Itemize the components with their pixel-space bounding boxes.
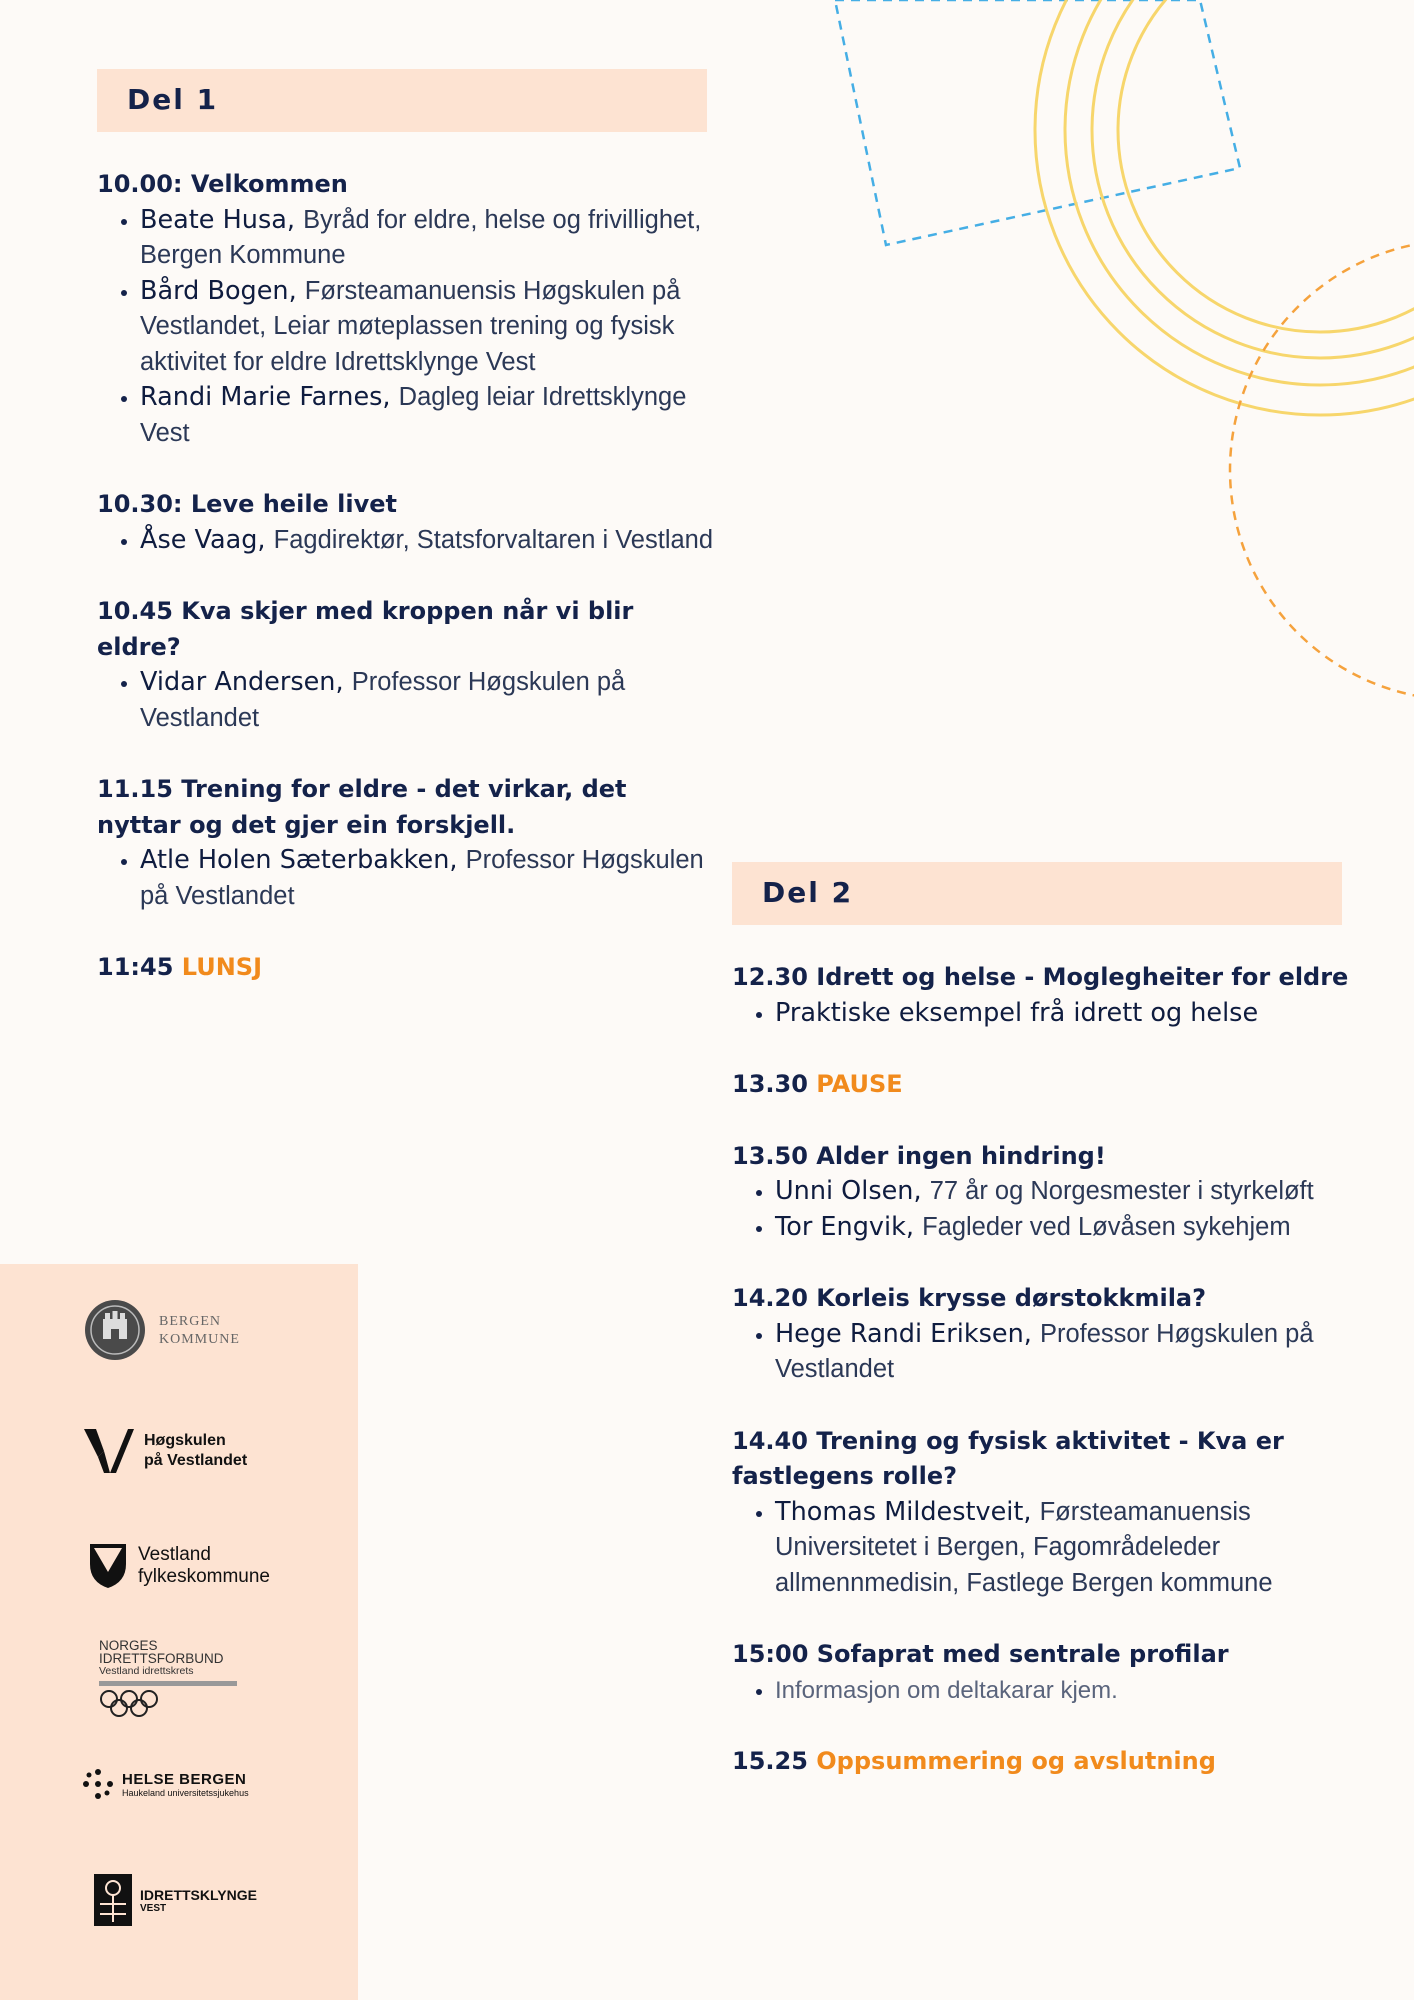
- agenda-item: [732, 1281, 1362, 1388]
- speaker-list: [732, 1317, 1362, 1388]
- klynge-mark-icon: [94, 1874, 132, 1926]
- speaker: • Atle Holen Sæterbakken, Professor Høgskulen på Vestlandet: [140, 843, 717, 914]
- logo-text: Vestland idrettskrets: [99, 1665, 194, 1677]
- speaker: • Åse Vaag, Fagdirektør, Statsforvaltaren i Vestland: [140, 523, 717, 559]
- logo-text: Vestland: [138, 1544, 211, 1565]
- logo-text: IDRETTSKLYNGE: [140, 1887, 257, 1903]
- agenda-heading: 11.15 Trening for eldre - det virkar, det nyttar og det gjer ein forskjell.: [97, 775, 627, 839]
- city-seal-icon: [84, 1299, 146, 1361]
- agenda-item: [97, 487, 717, 558]
- agenda-heading: 10.30: Leve heile livet: [97, 490, 398, 518]
- logo-text: fylkeskommune: [138, 1566, 270, 1587]
- helse-bergen-logo: [82, 1768, 322, 1804]
- agenda-item-closing: [732, 1744, 1362, 1780]
- logo-text: KOMMUNE: [159, 1332, 240, 1347]
- speaker: • Randi Marie Farnes, Dagleg leiar Idrettsklynge Vest: [140, 380, 717, 451]
- part1-header: [97, 69, 707, 132]
- info-note: • Informasjon om deltakarar kjem.: [775, 1673, 1362, 1709]
- agenda-item: [732, 1637, 1362, 1708]
- v-mark-icon: [84, 1427, 134, 1473]
- agenda-heading: 10.45 Kva skjer med kroppen når vi blir eldre?: [97, 597, 634, 661]
- agenda-heading: 12.30 Idrett og helse - Moglegheiter for eldre: [732, 963, 1349, 991]
- agenda-item-pause: [732, 1067, 1362, 1103]
- speaker-list: [732, 996, 1362, 1032]
- agenda-heading: 11:45 LUNSJ: [97, 953, 262, 981]
- dashed-frame-shape: [835, 0, 1240, 245]
- agenda-heading: 14.20 Korleis krysse dørstokkmila?: [732, 1284, 1207, 1312]
- dashed-orange-circle: [1230, 240, 1414, 700]
- part2-header: [732, 862, 1342, 925]
- agenda-item: [732, 1139, 1362, 1246]
- logo-text: Høgskulen: [144, 1432, 226, 1449]
- agenda-item: [732, 1424, 1362, 1602]
- logo-divider: [99, 1681, 237, 1686]
- agenda-heading: 14.40 Trening og fysisk aktivitet - Kva er fastlegens rolle?: [732, 1426, 1284, 1490]
- speaker-list: [732, 1495, 1362, 1602]
- idrettsklynge-vest-logo: [94, 1874, 334, 1928]
- agenda-item: [97, 594, 717, 736]
- agenda-heading: 13.50 Alder ingen hindring!: [732, 1141, 1106, 1170]
- agenda-item: [732, 960, 1362, 1031]
- speaker-list: [97, 843, 717, 914]
- olympic-rings-icon: [99, 1689, 161, 1719]
- logo-text: NORGES: [99, 1638, 158, 1653]
- part2-agenda: [732, 960, 1362, 1816]
- idrettsforbund-logo: [99, 1639, 259, 1719]
- sponsor-panel: [0, 1264, 358, 2000]
- speaker-list: [97, 203, 717, 452]
- shield-icon: [88, 1542, 128, 1590]
- logo-text: på Vestlandet: [144, 1452, 248, 1469]
- speaker: • Tor Engvik, Fagleder ved Løvåsen sykehjem: [775, 1210, 1362, 1246]
- logo-text: BERGEN: [159, 1314, 221, 1329]
- agenda-item-lunch: [97, 950, 717, 986]
- logo-text: Haukeland universitetssjukehus: [122, 1788, 249, 1798]
- agenda-item: [97, 772, 717, 914]
- speaker: • Hege Randi Eriksen, Professor Høgskulen på Vestlandet: [775, 1317, 1362, 1388]
- vestland-fylkeskommune-logo: [88, 1542, 328, 1592]
- logo-text: VEST: [140, 1903, 167, 1914]
- bergen-kommune-logo: [84, 1299, 344, 1363]
- logo-text: HELSE BERGEN: [122, 1771, 247, 1788]
- part1-title: Del 1: [127, 83, 219, 116]
- hvl-logo: [84, 1427, 324, 1477]
- speaker-list: [97, 665, 717, 736]
- speaker-list: [732, 1174, 1362, 1245]
- logo-text: IDRETTSFORBUND: [99, 1651, 224, 1666]
- agenda-item: [97, 167, 717, 451]
- part1-agenda: [97, 167, 717, 1022]
- speaker: • Unni Olsen, 77 år og Norgesmester i styrkeløft: [775, 1174, 1362, 1210]
- speaker: • Beate Husa, Byråd for eldre, helse og frivillighet, Bergen Kommune: [140, 203, 717, 274]
- speaker: • Vidar Andersen, Professor Høgskulen på Vestlandet: [140, 665, 717, 736]
- info-list: [732, 1673, 1362, 1709]
- speaker-list: [97, 523, 717, 559]
- concentric-circles: [1035, 0, 1414, 415]
- agenda-heading: 13.30 PAUSE: [732, 1070, 903, 1098]
- agenda-heading: 15:00 Sofaprat med sentrale profilar: [732, 1640, 1229, 1668]
- speaker: • Thomas Mildestveit, Førsteamanuensis Universitetet i Bergen, Fagområdeleder allmennmedisin, Fastlege Bergen kommune: [775, 1495, 1362, 1602]
- speaker: • Bård Bogen, Førsteamanuensis Høgskulen på Vestlandet, Leiar møteplassen trening og fysisk aktivitet for eldre Idrettsklynge Vest: [140, 274, 717, 381]
- agenda-heading: 10.00: Velkommen: [97, 170, 348, 198]
- agenda-heading: 15.25 Oppsummering og avslutning: [732, 1747, 1216, 1775]
- speaker: • Praktiske eksempel frå idrett og helse: [775, 996, 1362, 1032]
- dots-icon: [82, 1768, 114, 1800]
- part2-title: Del 2: [762, 876, 854, 909]
